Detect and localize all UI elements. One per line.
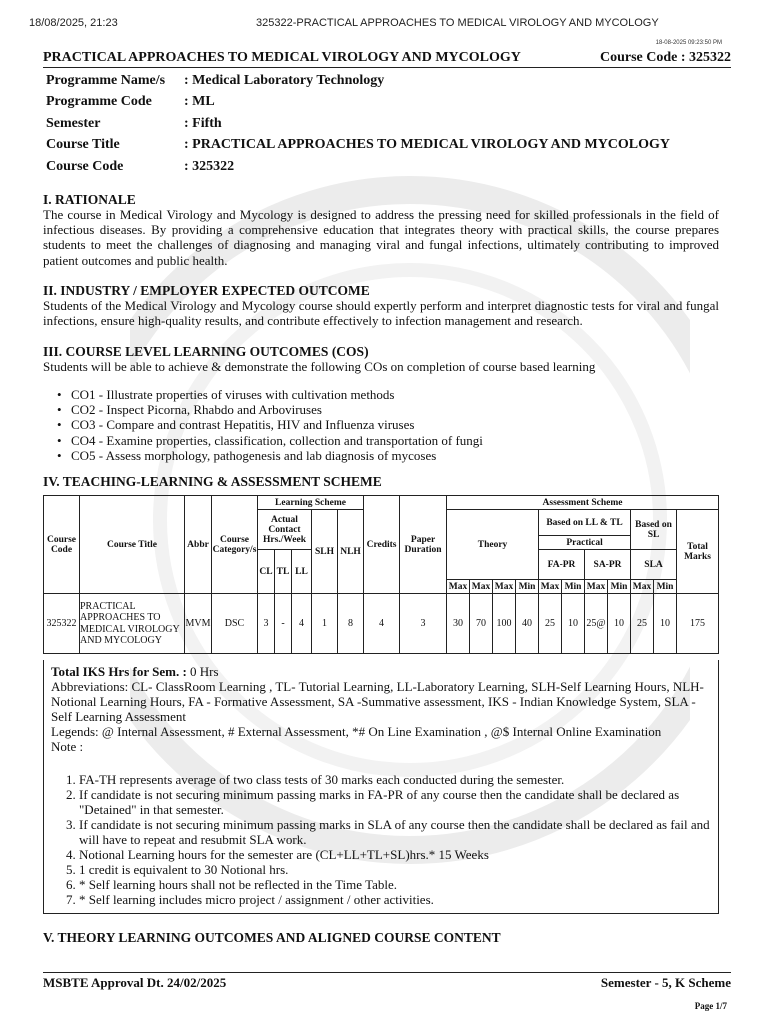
th-credits: Credits [364,496,400,594]
print-document-title: 325322-PRACTICAL APPROACHES TO MEDICAL VIROLOGY AND MYCOLOGY [256,17,659,29]
page-footer [43,972,731,991]
cell-ll: 4 [292,594,312,654]
cell-cl: 3 [258,594,275,654]
note-label: Note : [51,739,84,754]
list-item: • CO5 - Assess morphology, pathogenesis and lab diagnosis of mycoses [57,448,483,463]
cell-abbr: MVM [185,594,212,654]
page-header [43,48,731,68]
theory-heading: V. THEORY LEARNING OUTCOMES AND ALIGNED COURSE CONTENT [43,930,501,945]
th-max: Max [631,580,654,594]
cell-sa-pr-min: 10 [608,594,631,654]
th-fa-pr: FA-PR [539,550,585,580]
cell-slh: 1 [312,594,338,654]
list-item: • CO1 - Illustrate properties of viruses with cultivation methods [57,387,483,402]
iks-value: 0 Hrs [186,664,219,679]
info-key: Programme Code [46,94,152,110]
th-min: Min [562,580,585,594]
page-course-code: Course Code : 325322 [599,50,731,65]
th-slh: SLH [312,510,338,594]
scheme-label: Semester - 5, K Scheme [600,975,731,990]
info-row-course-title [46,135,670,157]
rationale-text: The course in Medical Virology and Mycology is designed to address the pressing need for skilled professionals in the field of infectious diseases. By providing a comprehensive education that integrates theory with practical skills, the course prepares students to meet the challenges of diagnosing and managing viral and fungal infections, ultimately contributing to improved patient outcomes and public health. [43,207,719,268]
info-value: : Fifth [184,115,222,131]
cell-duration: 3 [400,594,447,654]
list-item: • CO3 - Compare and contrast Hepatitis, HIV and Influenza viruses [57,417,483,432]
th-abbr: Abbr [185,496,212,594]
industry-heading: II. INDUSTRY / EMPLOYER EXPECTED OUTCOME [43,283,370,298]
cell-nlh: 8 [338,594,364,654]
th-theory: Theory [447,510,539,580]
iks-label: Total IKS Hrs for Sem. : [51,664,187,679]
th-nlh: NLH [338,510,364,594]
info-value: : ML [184,94,215,110]
info-row-programme-code [46,92,670,114]
print-datetime: 18/08/2025, 21:23 [29,17,118,29]
th-sla: SLA [631,550,677,580]
list-item: 5. 1 credit is equivalent to 30 Notional hrs. [79,862,711,877]
print-timestamp: 18-08-2025 09:23:50 PM [655,40,722,46]
th-actual-contact: Actual Contact Hrs./Week [258,510,312,550]
list-item: 7. * Self learning includes micro project / assignment / other activities. [79,892,711,907]
th-based-ll-tl: Based on LL & TL [539,510,631,536]
page-number: Page 1/7 [694,1001,727,1011]
cell-tl: - [275,594,292,654]
course-info [46,70,670,178]
th-category: Course Category/s [212,496,258,594]
scheme-notes [43,660,719,914]
cell-total-min: 40 [516,594,539,654]
table-row [44,594,719,654]
cell-sla-max: 25 [631,594,654,654]
list-item: 6. * Self learning hours shall not be reflected in the Time Table. [79,877,711,892]
th-max: Max [539,580,562,594]
cell-title: PRACTICAL APPROACHES TO MEDICAL VIROLOGY AND MYCOLOGY [80,594,185,654]
cell-sa-th-max: 70 [470,594,493,654]
cell-total-max: 100 [493,594,516,654]
th-max: Max [470,580,493,594]
th-paper-duration: Paper Duration [400,496,447,594]
th-max: Max [493,580,516,594]
scheme-heading: IV. TEACHING-LEARNING & ASSESSMENT SCHEME [43,474,382,489]
notes-list [51,772,711,907]
cos-intro: Students will be able to achieve & demonstrate the following COs on completion of course based learning [43,359,596,374]
info-value: : PRACTICAL APPROACHES TO MEDICAL VIROLOGY AND MYCOLOGY [184,137,671,153]
list-item: 4. Notional Learning hours for the semester are (CL+LL+TL+SL)hrs.* 15 Weeks [79,847,711,862]
info-key: Course Code [46,158,124,174]
list-item: 3. If candidate is not securing minimum passing marks in SLA of any course then the candidate shall be declared as fail and will have to repeat and resubmit SLA work. [79,817,711,847]
cell-fa-pr-min: 10 [562,594,585,654]
th-total-marks: Total Marks [677,510,719,594]
list-item: 2. If candidate is not securing minimum passing marks in FA-PR of any course then the candidate shall be declared as "Detained" in that semester. [79,787,711,817]
th-learning-scheme: Learning Scheme [258,496,364,510]
cell-sla-min: 10 [654,594,677,654]
info-row-course-code [46,156,670,178]
page-title: PRACTICAL APPROACHES TO MEDICAL VIROLOGY AND MYCOLOGY [43,50,521,65]
th-tl: TL [275,550,292,594]
th-course-title: Course Title [80,496,185,594]
legends-text: Legends: @ Internal Assessment, # External Assessment, *# On Line Examination , @$ Internal Online Examination [51,724,662,739]
th-course-code: Course Code [44,496,80,594]
info-value: : 325322 [184,158,235,174]
list-item: • CO4 - Examine properties, classification, collection and transportation of fungi [57,433,483,448]
cell-total-marks: 175 [677,594,719,654]
cell-sa-pr-max: 25@ [585,594,608,654]
info-row-semester [46,113,670,135]
th-cl: CL [258,550,275,594]
industry-text: Students of the Medical Virology and Mycology course should expertly perform and interpret diagnostic tests for viral and fungal infections, ensure high-quality results, and contribute effectively to infection management and research. [43,298,719,329]
cell-code: 325322 [44,594,80,654]
th-based-sl: Based on SL [631,510,677,550]
list-item: 1. FA-TH represents average of two class tests of 30 marks each conducted during the semester. [79,772,711,787]
th-min: Min [516,580,539,594]
th-min: Min [608,580,631,594]
info-value: : Medical Laboratory Technology [184,72,385,88]
rationale-heading: I. RATIONALE [43,192,136,207]
approval-date: MSBTE Approval Dt. 24/02/2025 [43,975,227,990]
info-key: Course Title [46,137,120,153]
th-min: Min [654,580,677,594]
info-key: Semester [46,115,101,131]
cell-fa-th-max: 30 [447,594,470,654]
th-max: Max [585,580,608,594]
teaching-assessment-scheme-table [43,495,719,654]
iks-hours [51,664,711,679]
th-max: Max [447,580,470,594]
cell-category: DSC [212,594,258,654]
cell-fa-pr-max: 25 [539,594,562,654]
cell-credits: 4 [364,594,400,654]
th-sa-pr: SA-PR [585,550,631,580]
cos-heading: III. COURSE LEVEL LEARNING OUTCOMES (COS) [43,344,369,359]
info-key: Programme Name/s [46,72,166,88]
cos-list [57,387,483,463]
list-item: • CO2 - Inspect Picorna, Rhabdo and Arboviruses [57,402,483,417]
abbreviations-text: Abbreviations: CL- ClassRoom Learning , TL- Tutorial Learning, LL-Laboratory Learning, SLH-Self Learning Hours, NLH-Notional Learning Hours, FA - Formative Assessment, SA -Summative assessment, IKS - Indian Knowledge System, SLA - Self Learning Assessment [51,679,704,724]
th-practical: Practical [539,536,631,550]
th-ll: LL [292,550,312,594]
info-row-programme-name [46,70,670,92]
th-assessment-scheme: Assessment Scheme [447,496,719,510]
